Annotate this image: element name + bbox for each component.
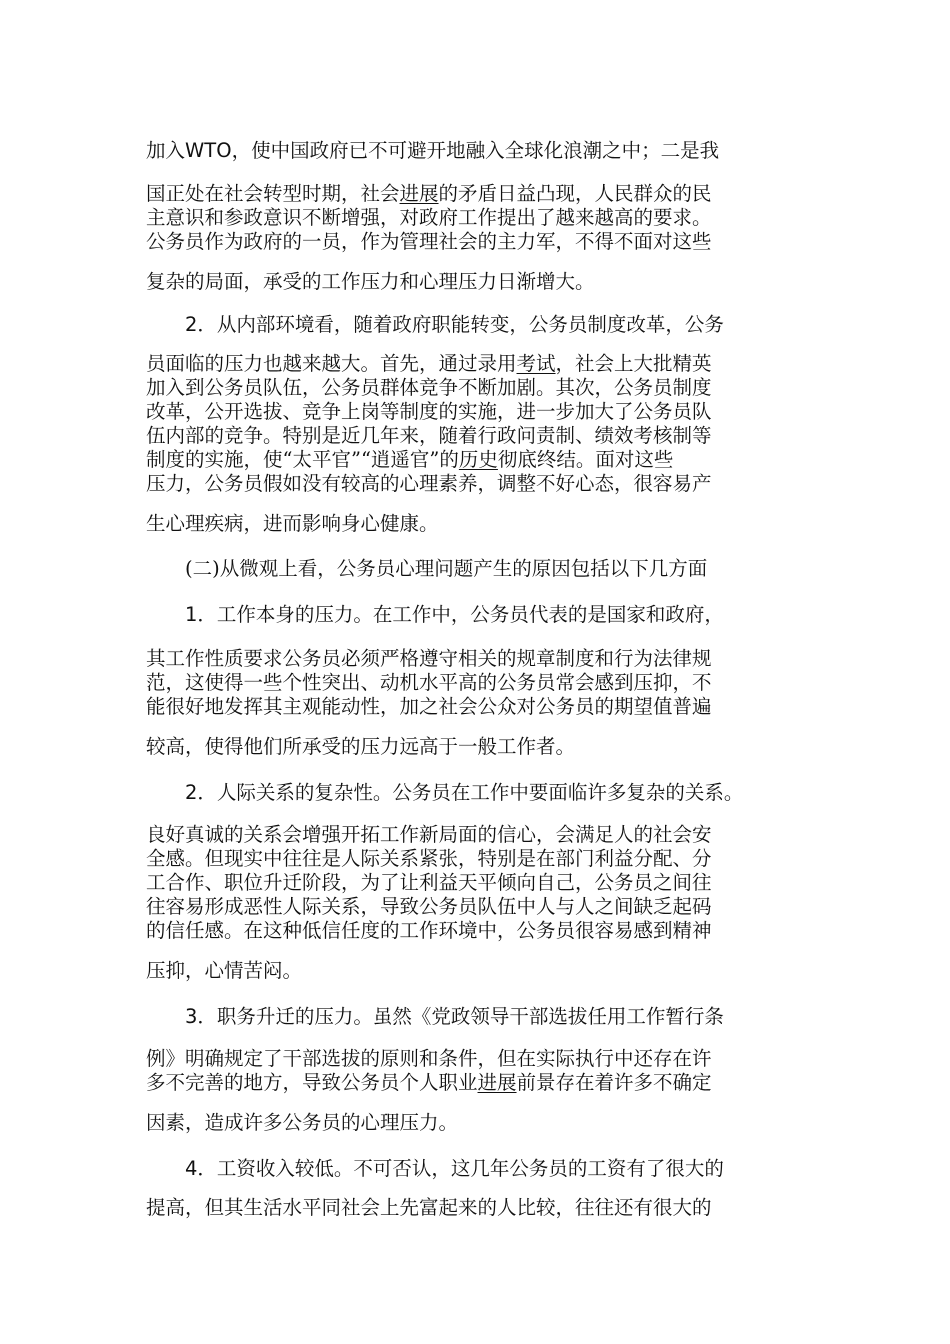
text-line [146,206,814,230]
text-segment: 彻底终结。面对这些 [497,448,674,471]
text-line [185,1005,814,1029]
text-line [146,823,814,847]
text-segment: WTO [185,139,232,162]
text-line [185,781,814,805]
text-segment: 2 [185,781,198,804]
text-line [146,1196,814,1220]
text-line [146,270,814,294]
text-segment: 压力，公务员假如没有较高的心理素养，调整不好心态，很容易产 [146,472,712,495]
text-segment: ，社会上大批精英 [555,352,712,375]
text-segment: 伍内部的竞争。特别是近几年来，随着行政问责制、绩效考核制等 [146,424,712,447]
text-segment: 复杂的局面，承受的工作压力和心理压力日渐增大。 [146,270,595,293]
text-line [146,352,814,376]
text-segment: ．工资收入较低。不可否认，这几年公务员的工资有了很大的 [197,1157,724,1180]
text-line [146,472,814,496]
text-line [185,313,814,337]
text-segment: 前景存在着许多不确定 [516,1071,712,1094]
text-segment: ．工作本身的压力。在工作中，公务员代表的是国家和政府， [197,603,724,626]
text-segment: 生心理疾病，进而影响身心健康。 [146,512,439,535]
text-segment: 提高，但其生活水平同社会上先富起来的人比较，往往还有很大的 [146,1196,712,1219]
text-segment: ，使中国政府已不可避开地融入全球化浪潮之中；二是我 [231,139,720,162]
text-line [146,376,814,400]
text-segment: 1 [185,603,198,626]
text-segment: 例》明确规定了干部选拔的原则和条件，但在实际执行中还存在许 [146,1047,712,1070]
text-segment: 范，这使得一些个性突出、动机水平高的公务员常会感到压抑，不 [146,671,712,694]
text-segment: 多不完善的地方，导致公务员个人职业 [146,1071,478,1094]
text-segment: 压抑，心情苦闷。 [146,959,303,982]
text-line [146,400,814,424]
hyperlink-text[interactable]: 考试 [516,352,556,375]
text-line [146,1071,814,1095]
text-segment: (二)从微观上看，公务员心理问题产生的原因包括以下几方面 [185,557,708,580]
text-line [146,512,814,536]
text-line [146,871,814,895]
text-segment: 员面临的压力也越来越大。首先，通过录用 [146,352,517,375]
text-segment: 主意识和参政意识不断增强，对政府工作提出了越来越高的要求。 [146,206,712,229]
text-segment: 3 [185,1005,198,1028]
text-segment: 2 [185,313,198,336]
hyperlink-text[interactable]: 进展 [399,182,439,205]
text-line [146,695,814,719]
text-segment: 4 [185,1157,198,1180]
text-segment: 加入到公务员队伍，公务员群体竞争不断加剧。其次，公务员制度 [146,376,712,399]
text-segment: 加入 [146,139,186,162]
text-line [146,647,814,671]
text-segment: 良好真诚的关系会增强开拓工作新局面的信心，会满足人的社会安 [146,823,712,846]
text-line [146,847,814,871]
text-line [146,424,814,448]
text-line [146,1047,814,1071]
text-segment: 往容易形成恶性人际关系，导致公务员队伍中人与人之间缺乏起码 [146,895,712,918]
text-line [146,959,814,983]
text-segment: 因素，造成许多公务员的心理压力。 [146,1111,459,1134]
text-segment: 改革，公开选拔、竞争上岗等制度的实施，进一步加大了公务员队 [146,400,712,423]
text-line [146,919,814,943]
hyperlink-text[interactable]: 进展 [477,1071,517,1094]
text-segment: 其工作性质要求公务员必须严格遵守相关的规章制度和行为法律规 [146,647,712,670]
text-line [146,895,814,919]
text-segment: 的信任感。在这种低信任度的工作环境中，公务员很容易感到精神 [146,919,712,942]
text-segment: 国正处在社会转型时期，社会 [146,182,400,205]
text-segment: 公务员作为政府的一员，作为管理社会的主力军，不得不面对这些 [146,230,712,253]
text-line [146,230,814,254]
text-segment: 能很好地发挥其主观能动性，加之社会公众对公务员的期望值普遍 [146,695,712,718]
text-line [185,557,814,581]
text-segment: 的矛盾日益凸现，人民群众的民 [438,182,712,205]
text-segment: 较高，使得他们所承受的压力远高于一般工作者。 [146,735,576,758]
text-line [185,603,814,627]
text-segment: 全感。但现实中往往是人际关系紧张，特别是在部门利益分配、分 [146,847,712,870]
text-line [146,735,814,759]
text-line [146,448,814,472]
text-segment: ．职务升迁的压力。虽然《党政领导干部选拔任用工作暂行条 [197,1005,724,1028]
text-line [185,1157,814,1181]
text-line [146,139,814,163]
text-segment: ．人际关系的复杂性。公务员在工作中要面临许多复杂的关系。 [197,781,744,804]
text-line [146,182,814,206]
text-segment: ．从内部环境看，随着政府职能转变，公务员制度改革，公务 [197,313,724,336]
hyperlink-text[interactable]: 历史 [458,448,498,471]
text-segment: 制度的实施，使“太平官”“逍遥官”的 [146,448,459,471]
text-segment: 工合作、职位升迁阶段，为了让利益天平倾向自己，公务员之间往 [146,871,712,894]
text-line [146,671,814,695]
text-line [146,1111,814,1135]
